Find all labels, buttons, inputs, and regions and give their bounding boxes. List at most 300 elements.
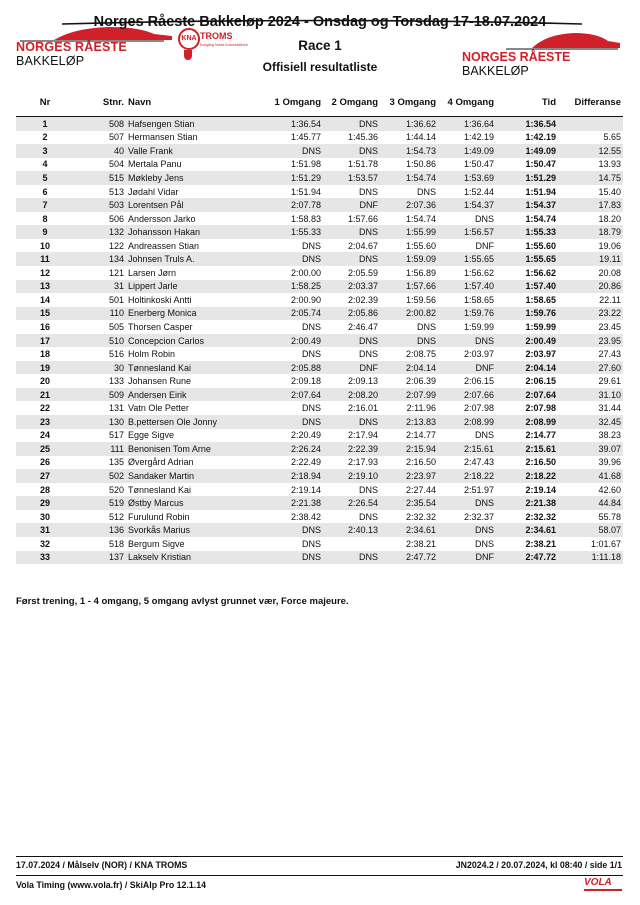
cell-tid: 1:58.65 — [525, 294, 556, 305]
cell-differanse: 19.06 — [598, 240, 621, 251]
col-header-omgang-4: 4 Omgang — [447, 96, 494, 108]
cell-omgang-1: DNS — [266, 415, 323, 429]
cell-omgang-2: 2:19.10 — [323, 469, 380, 483]
table-row — [16, 510, 623, 524]
cell-omgang-3: 1:54.74 — [405, 213, 436, 224]
table-row — [16, 401, 623, 415]
cell-tid: 2:14.77 — [525, 430, 556, 441]
col-header-omgang-3: 3 Omgang — [389, 96, 436, 108]
cell-omgang-4: 1:57.40 — [438, 280, 496, 294]
cell-omgang-1: DNS — [266, 252, 323, 266]
col-header-navn: Navn — [128, 96, 152, 108]
cell-omgang-4: 1:53.69 — [438, 171, 496, 185]
footer-page-info: JN2024.2 / 20.07.2024, kl 08:40 / side 1/1 — [455, 860, 622, 870]
cell-omgang-4: 1:56.57 — [438, 225, 496, 239]
cell-nr: 7 — [16, 198, 74, 212]
cell-omgang-1: 1:58.25 — [266, 280, 323, 294]
cell-omgang-2: 2:46.47 — [347, 321, 378, 332]
cell-omgang-4: 2:07.98 — [463, 403, 494, 414]
col-header-omgang-2: 2 Omgang — [331, 96, 378, 108]
col-header-differanse: Differanse — [574, 96, 621, 108]
cell-omgang-4: 1:54.37 — [438, 198, 496, 212]
cell-omgang-4: DNS — [438, 334, 496, 348]
cell-omgang-2: 1:57.66 — [347, 213, 378, 224]
kna-subtitle: Kongelig Norsk Automobilklub — [200, 43, 248, 47]
cell-stnr: 122 — [108, 240, 124, 251]
cell-tid: 2:07.64 — [496, 388, 558, 402]
cell-omgang-1: DNS — [266, 551, 323, 565]
cell-omgang-3: 1:50.86 — [405, 159, 436, 170]
cell-omgang-1: 1:36.54 — [266, 117, 323, 131]
cell-omgang-1: 1:51.98 — [290, 159, 321, 170]
cell-omgang-2: DNF — [323, 361, 380, 375]
cell-differanse: 13.93 — [598, 159, 621, 170]
cell-navn: Tønnesland Kai — [126, 361, 266, 375]
cell-navn: Hermansen Stian — [128, 132, 198, 143]
cell-omgang-3: DNS — [416, 321, 436, 332]
cell-navn: Møkleby Jens — [126, 171, 266, 185]
cell-nr: 26 — [39, 457, 50, 468]
cell-omgang-2: DNS — [358, 484, 378, 495]
cell-omgang-2: 2:04.67 — [347, 240, 378, 251]
cell-nr: 8 — [42, 213, 48, 224]
cell-stnr: 518 — [108, 538, 124, 549]
cell-omgang-1: 1:45.77 — [290, 132, 321, 143]
col-header-stnr: Stnr. — [102, 96, 124, 108]
cell-omgang-2: 2:08.20 — [323, 388, 380, 402]
cell-navn: Andersen Eirik — [126, 388, 266, 402]
logo-left-text: NORGES RÅESTE BAKKELØP — [16, 40, 127, 68]
cell-omgang-4: 1:55.65 — [438, 252, 496, 266]
cell-stnr: 111 — [74, 442, 126, 456]
table-row — [16, 415, 623, 429]
cell-tid: 1:36.54 — [496, 117, 558, 131]
cell-navn: Sandaker Martin — [126, 469, 266, 483]
cell-stnr: 134 — [74, 252, 126, 266]
table-row — [16, 388, 623, 402]
table-row — [16, 483, 623, 497]
cell-omgang-3: 1:44.14 — [405, 132, 436, 143]
cell-nr: 13 — [16, 280, 74, 294]
cell-omgang-4: 2:18.22 — [438, 469, 496, 483]
cell-nr: 14 — [39, 294, 50, 305]
cell-tid: 1:54.37 — [496, 198, 558, 212]
cell-navn: Andersson Jarko — [128, 213, 196, 224]
cell-nr: 9 — [16, 225, 74, 239]
cell-navn: Johansson Hakan — [126, 225, 266, 239]
cell-omgang-2: 2:17.93 — [347, 457, 378, 468]
cell-tid: 1:51.29 — [496, 171, 558, 185]
cell-omgang-3: 2:27.44 — [405, 484, 436, 495]
footer-software-info: Vola Timing (www.vola.fr) / SkiAlp Pro 12.1.14 — [16, 880, 206, 890]
cell-tid: 2:21.38 — [496, 496, 558, 510]
cell-omgang-3: 2:04.14 — [380, 361, 438, 375]
table-row — [16, 198, 623, 212]
cell-navn: Johansen Rune — [128, 376, 192, 387]
cell-omgang-3: 2:14.77 — [405, 430, 436, 441]
cell-stnr: 30 — [74, 361, 126, 375]
cell-omgang-1: 2:09.18 — [290, 376, 321, 387]
cell-omgang-3: 2:13.83 — [380, 415, 438, 429]
col-header-tid: Tid — [541, 96, 556, 108]
cell-stnr: 503 — [74, 198, 126, 212]
table-row — [16, 293, 623, 307]
cell-omgang-3: 2:15.94 — [380, 442, 438, 456]
cell-omgang-2: DNS — [323, 415, 380, 429]
cell-tid: 2:00.49 — [496, 334, 558, 348]
table-row — [16, 496, 623, 510]
cell-omgang-4: 1:56.62 — [463, 267, 494, 278]
cell-differanse — [558, 117, 623, 131]
cell-tid: 2:04.14 — [496, 361, 558, 375]
cell-tid: 1:55.60 — [525, 240, 556, 251]
table-row — [16, 185, 623, 199]
cell-differanse: 14.75 — [558, 171, 623, 185]
cell-nr: 6 — [42, 186, 48, 197]
cell-navn: Thorsen Casper — [128, 321, 193, 332]
table-row — [16, 158, 623, 172]
cell-tid: 2:16.50 — [525, 457, 556, 468]
table-row — [16, 252, 623, 266]
cell-omgang-2: 2:05.59 — [347, 267, 378, 278]
cell-tid: 1:50.47 — [525, 159, 556, 170]
table-row — [16, 551, 623, 565]
cell-omgang-2: DNS — [323, 334, 380, 348]
cell-differanse: 15.40 — [598, 186, 621, 197]
cell-omgang-4: 2:03.97 — [463, 349, 494, 360]
cell-omgang-2: 2:09.13 — [347, 376, 378, 387]
cell-omgang-1: DNS — [301, 349, 321, 360]
cell-differanse: 23.95 — [558, 334, 623, 348]
cell-omgang-2: DNS — [323, 225, 380, 239]
cell-differanse: 22.11 — [599, 294, 621, 305]
cell-omgang-1: 2:18.94 — [266, 469, 323, 483]
cell-nr: 31 — [16, 523, 74, 537]
cell-navn: Furulund Robin — [128, 511, 190, 522]
cell-nr: 22 — [39, 403, 50, 414]
cell-navn: Enerberg Monica — [126, 307, 266, 321]
cell-omgang-3: 2:38.21 — [405, 538, 436, 549]
cell-omgang-3: 1:57.66 — [380, 280, 438, 294]
cell-nr: 24 — [39, 430, 50, 441]
cell-nr: 28 — [39, 484, 50, 495]
cell-omgang-3: 2:11.96 — [406, 403, 436, 414]
cell-omgang-3: 2:07.36 — [380, 198, 438, 212]
vola-logo — [584, 877, 624, 891]
cell-stnr: 130 — [74, 415, 126, 429]
cell-omgang-4: 1:36.64 — [438, 117, 496, 131]
cell-nr: 4 — [42, 159, 48, 170]
table-row — [16, 280, 623, 294]
cell-nr: 2 — [42, 132, 48, 143]
cell-omgang-4: DNS — [438, 523, 496, 537]
logo-right-text: NORGES RÅESTE BAKKELØP — [462, 50, 571, 78]
cell-nr: 18 — [39, 349, 50, 360]
cell-tid: 1:51.94 — [525, 186, 556, 197]
cell-omgang-1: DNS — [266, 523, 323, 537]
cell-nr: 29 — [16, 496, 74, 510]
footer-event-info: 17.07.2024 / Målselv (NOR) / KNA TROMS — [16, 860, 188, 870]
cell-omgang-1: DNS — [301, 403, 321, 414]
cell-differanse: 18.20 — [598, 213, 621, 224]
cell-tid: 2:34.61 — [496, 523, 558, 537]
cell-omgang-2: 2:03.37 — [323, 280, 380, 294]
cell-tid: 1:55.33 — [496, 225, 558, 239]
cell-omgang-3: 2:23.97 — [380, 469, 438, 483]
cell-omgang-1: 1:51.94 — [290, 186, 321, 197]
cell-stnr: 504 — [108, 159, 124, 170]
cell-nr: 20 — [39, 376, 50, 387]
cell-omgang-2: DNS — [358, 186, 378, 197]
cell-differanse: 23.22 — [558, 307, 623, 321]
cell-omgang-1: 2:07.78 — [266, 198, 323, 212]
table-row — [16, 347, 623, 361]
cell-omgang-4: 2:07.66 — [438, 388, 496, 402]
cell-differanse: 44.84 — [558, 496, 623, 510]
cell-omgang-3: 1:56.89 — [405, 267, 436, 278]
cell-stnr: 516 — [108, 349, 124, 360]
cell-nr: 12 — [39, 267, 50, 278]
cell-differanse: 58.07 — [558, 523, 623, 537]
cell-stnr: 40 — [74, 144, 126, 158]
cell-nr: 32 — [39, 538, 50, 549]
cell-differanse: 31.44 — [598, 403, 621, 414]
cell-nr: 11 — [16, 252, 74, 266]
col-header-omgang-1: 1 Omgang — [274, 96, 321, 108]
cell-omgang-3: 2:06.39 — [405, 376, 436, 387]
cell-navn: Hafsengen Stian — [126, 117, 266, 131]
cell-nr: 17 — [16, 334, 74, 348]
cell-navn: Valle Frank — [126, 144, 266, 158]
cell-tid: 2:06.15 — [525, 376, 556, 387]
cell-omgang-2: DNS — [323, 252, 380, 266]
cell-omgang-1: 2:00.00 — [290, 267, 321, 278]
cell-omgang-2 — [323, 537, 380, 551]
cell-omgang-1: DNS — [301, 538, 321, 549]
cell-omgang-3: 2:08.75 — [405, 349, 436, 360]
cell-omgang-4: 1:50.47 — [463, 159, 494, 170]
cell-omgang-1: DNS — [266, 144, 323, 158]
table-row — [16, 225, 623, 239]
cell-differanse: 1:01.67 — [590, 538, 621, 549]
cell-stnr: 133 — [108, 376, 124, 387]
cell-omgang-4: DNS — [474, 430, 494, 441]
cell-stnr: 121 — [108, 267, 124, 278]
cell-omgang-4: 1:59.99 — [463, 321, 494, 332]
cell-navn: Egge Sigve — [128, 430, 175, 441]
cell-nr: 5 — [16, 171, 74, 185]
cell-omgang-3: 1:59.09 — [380, 252, 438, 266]
cell-stnr: 136 — [74, 523, 126, 537]
cell-tid: 2:38.21 — [525, 538, 556, 549]
cell-omgang-2: DNS — [323, 117, 380, 131]
cell-stnr: 502 — [74, 469, 126, 483]
cell-omgang-1: 2:38.42 — [290, 511, 321, 522]
cell-navn: Concepcion Carlos — [126, 334, 266, 348]
cell-differanse: 17.83 — [558, 198, 623, 212]
kna-badge-icon: KNA — [178, 28, 200, 50]
cell-stnr: 509 — [74, 388, 126, 402]
page-title: Norges Råeste Bakkeløp 2024 - Onsdag og Torsdag 17-18.07.2024 — [93, 14, 547, 30]
cell-differanse: 27.60 — [558, 361, 623, 375]
table-row — [16, 429, 623, 443]
cell-omgang-3: 2:00.82 — [380, 307, 438, 321]
cell-differanse: 42.60 — [598, 484, 621, 495]
cell-tid: 1:57.40 — [496, 280, 558, 294]
cell-omgang-2: 2:22.39 — [323, 442, 380, 456]
table-row — [16, 307, 623, 321]
cell-differanse: 27.43 — [598, 349, 621, 360]
cell-omgang-1: 2:07.64 — [266, 388, 323, 402]
cell-omgang-2: 1:51.78 — [347, 159, 378, 170]
cell-omgang-3: 1:55.60 — [405, 240, 436, 251]
cell-omgang-4: 1:58.65 — [463, 294, 494, 305]
cell-omgang-1: DNS — [301, 240, 321, 251]
cell-omgang-2: 1:53.57 — [323, 171, 380, 185]
cell-nr: 33 — [16, 551, 74, 565]
cell-navn: Benonisen Tom Arne — [126, 442, 266, 456]
table-row — [16, 442, 623, 456]
cell-differanse: 39.96 — [598, 457, 621, 468]
table-row — [16, 469, 623, 483]
title-overlay-line — [62, 19, 582, 27]
cell-omgang-2: DNS — [358, 511, 378, 522]
cell-navn: Jødahl Vidar — [128, 186, 179, 197]
cell-stnr: 507 — [108, 132, 124, 143]
cell-navn: B.pettersen Ole Jonny — [126, 415, 266, 429]
table-row — [16, 212, 623, 226]
cell-omgang-4: 2:15.61 — [438, 442, 496, 456]
cell-differanse: 41.68 — [558, 469, 623, 483]
cell-omgang-2: 2:40.13 — [323, 523, 380, 537]
cell-stnr: 520 — [108, 484, 124, 495]
cell-omgang-1: 2:22.49 — [290, 457, 321, 468]
cell-nr: 25 — [16, 442, 74, 456]
cell-omgang-1: 2:19.14 — [290, 484, 321, 495]
cell-differanse: 1:11.18 — [558, 551, 623, 565]
cell-omgang-4: DNS — [438, 496, 496, 510]
cell-omgang-2: 2:02.39 — [347, 294, 378, 305]
cell-tid: 2:03.97 — [525, 349, 556, 360]
cell-tid: 2:07.98 — [525, 403, 556, 414]
table-header-row — [16, 94, 623, 110]
cell-navn: Holtinkoski Antti — [128, 294, 192, 305]
cell-omgang-4: 1:49.09 — [438, 144, 496, 158]
cell-tid: 2:18.22 — [496, 469, 558, 483]
cell-nr: 19 — [16, 361, 74, 375]
cell-omgang-4: 2:08.99 — [438, 415, 496, 429]
cell-navn: Lippert Jarle — [126, 280, 266, 294]
cell-omgang-1: 2:21.38 — [266, 496, 323, 510]
cell-omgang-1: 1:55.33 — [266, 225, 323, 239]
vola-logo-text: VOLA — [584, 877, 612, 888]
table-row — [16, 374, 623, 388]
cell-nr: 27 — [16, 469, 74, 483]
cell-stnr: 512 — [108, 511, 124, 522]
cell-nr: 10 — [39, 240, 50, 251]
table-row — [16, 144, 623, 158]
cell-omgang-3: 1:54.74 — [380, 171, 438, 185]
vola-logo-bar — [584, 889, 622, 891]
table-row — [16, 523, 623, 537]
cell-tid: 1:49.09 — [496, 144, 558, 158]
cell-omgang-4: DNS — [474, 538, 494, 549]
cell-tid: 1:59.99 — [525, 321, 556, 332]
cell-differanse: 31.10 — [558, 388, 623, 402]
cell-omgang-3: 2:35.54 — [380, 496, 438, 510]
cell-navn: Øvergård Adrian — [128, 457, 194, 468]
table-row — [16, 239, 623, 253]
cell-tid: 1:54.74 — [525, 213, 556, 224]
cell-stnr: 132 — [74, 225, 126, 239]
table-row — [16, 320, 623, 334]
cell-tid: 2:15.61 — [496, 442, 558, 456]
cell-omgang-4: DNF — [438, 551, 496, 565]
cell-differanse: 18.79 — [558, 225, 623, 239]
cell-omgang-1: 2:00.90 — [290, 294, 321, 305]
cell-differanse: 12.55 — [558, 144, 623, 158]
cell-stnr: 519 — [74, 496, 126, 510]
cell-navn: Østby Marcus — [126, 496, 266, 510]
cell-omgang-3: DNS — [416, 186, 436, 197]
cell-nr: 21 — [16, 388, 74, 402]
cell-omgang-2: 2:17.94 — [347, 430, 378, 441]
cell-stnr: 513 — [108, 186, 124, 197]
cell-differanse: 32.45 — [558, 415, 623, 429]
footer-divider-bottom — [16, 875, 623, 876]
cell-omgang-4: DNF — [438, 361, 496, 375]
race-title: Race 1 — [298, 38, 342, 53]
cell-nr: 3 — [16, 144, 74, 158]
cell-omgang-2: 2:16.01 — [347, 403, 378, 414]
cell-omgang-4: 2:32.37 — [463, 511, 494, 522]
cell-navn: Larsen Jørn — [128, 267, 177, 278]
cell-stnr: 131 — [108, 403, 124, 414]
table-row — [16, 456, 623, 470]
cell-differanse: 23.45 — [598, 321, 621, 332]
cell-omgang-1: 2:05.88 — [266, 361, 323, 375]
cell-differanse: 39.07 — [558, 442, 623, 456]
cell-differanse: 38.23 — [598, 430, 621, 441]
cell-omgang-4: 1:42.19 — [463, 132, 494, 143]
results-subtitle: Offisiell resultatliste — [262, 60, 378, 74]
cell-navn: Andreassen Stian — [128, 240, 200, 251]
cell-omgang-4: DNF — [475, 240, 494, 251]
table-row — [16, 131, 623, 145]
cell-omgang-3: 2:47.72 — [380, 551, 438, 565]
cell-stnr: 505 — [108, 321, 124, 332]
cell-omgang-1: 2:26.24 — [266, 442, 323, 456]
cell-omgang-3: 2:16.50 — [405, 457, 436, 468]
cell-omgang-3: 2:34.61 — [380, 523, 438, 537]
cell-omgang-3: 2:07.99 — [380, 388, 438, 402]
table-row — [16, 117, 623, 131]
cell-differanse: 5.65 — [603, 132, 621, 143]
cell-omgang-4: 2:47.43 — [463, 457, 494, 468]
table-row — [16, 266, 623, 280]
cell-omgang-3: 1:59.56 — [405, 294, 436, 305]
cell-omgang-3: 1:55.99 — [380, 225, 438, 239]
cell-omgang-1: 1:51.29 — [266, 171, 323, 185]
table-row — [16, 171, 623, 185]
cell-nr: 15 — [16, 307, 74, 321]
cell-navn: Lorentsen Pål — [126, 198, 266, 212]
cell-tid: 1:42.19 — [525, 132, 556, 143]
cell-tid: 1:59.76 — [496, 307, 558, 321]
cell-omgang-4: 2:51.97 — [463, 484, 494, 495]
cell-navn: Mertala Panu — [128, 159, 182, 170]
cell-differanse: 20.86 — [558, 280, 623, 294]
